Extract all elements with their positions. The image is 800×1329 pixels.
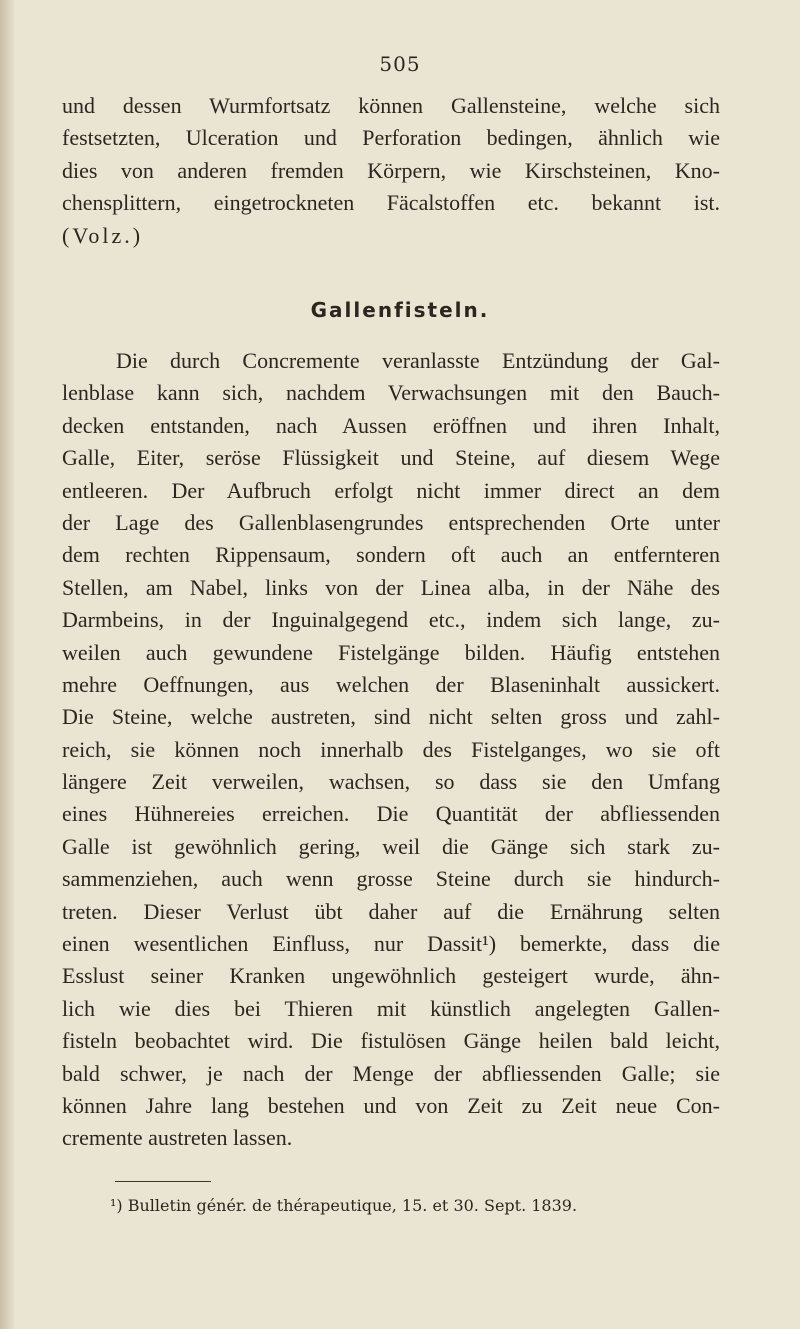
text-line: festsetzten, Ulceration und Perforation bedingen, ähnlich wie (62, 125, 720, 151)
text-line: eines Hühnereies erreichen. Die Quantität der abfliessenden (62, 801, 720, 827)
text-line: Darmbeins, in der Inguinalgegend etc., indem sich lange, zu- (62, 607, 720, 633)
text-line: Galle ist gewöhnlich gering, weil die Gänge sich stark zu- (62, 833, 720, 859)
text-line: und dessen Wurmfortsatz können Gallensteine, welche sich (62, 93, 720, 118)
text-line: können Jahre lang bestehen und von Zeit zu Zeit neue Con- (62, 1092, 720, 1118)
text-line: entleeren. Der Aufbruch erfolgt nicht immer direct an dem (62, 477, 720, 503)
text-line: lich wie dies bei Thieren mit künstlich angelegten Gallen- (62, 995, 720, 1021)
text-line: reich, sie können noch innerhalb des Fistelganges, wo sie oft (62, 736, 720, 762)
text-line: decken entstanden, nach Aussen eröffnen und ihren Inhalt, (62, 412, 720, 438)
text-line: (Volz.) (62, 222, 144, 248)
text-line: dem rechten Rippensaum, sondern oft auch an entfernteren (62, 542, 720, 568)
text-line: mehre Oeffnungen, aus welchen der Blaseninhalt aussickert. (62, 671, 720, 697)
text-line: längere Zeit verweilen, wachsen, so dass sie den Umfang (62, 769, 720, 795)
text-line: sammenziehen, auch wenn grosse Steine durch sie hindurch- (62, 866, 720, 892)
text-line: Die Steine, welche austreten, sind nicht selten gross und zahl- (62, 704, 720, 730)
text-line: einen wesentlichen Einfluss, nur Dassit¹) bemerkte, dass die (62, 931, 720, 957)
intro-paragraph (62, 90, 720, 252)
footnote: ¹) Bulletin génér. de thérapeutique, 15. et 30. Sept. 1839. (110, 1196, 578, 1215)
text-line: der Lage des Gallenblasengrundes entsprechenden Orte unter (62, 509, 720, 535)
text-line: Galle, Eiter, seröse Flüssigkeit und Steine, auf diesem Wege (62, 445, 720, 471)
text-line: cremente austreten lassen. (62, 1125, 293, 1151)
text-line: lenblase kann sich, nachdem Verwachsungen mit den Bauch- (62, 380, 720, 406)
body-paragraph (62, 345, 720, 1155)
footnote-divider (115, 1181, 211, 1182)
text-line: weilen auch gewundene Fistelgänge bilden. Häufig entstehen (62, 639, 720, 665)
text-line: Die durch Concremente veranlasste Entzündung der Gal- (116, 348, 720, 373)
text-line: bald schwer, je nach der Menge der abfliessenden Galle; sie (62, 1060, 720, 1086)
text-line: chensplittern, eingetrockneten Fäcalstoffen etc. bekannt ist. (62, 190, 720, 216)
text-line: Esslust seiner Kranken ungewöhnlich gesteigert wurde, ähn- (62, 963, 720, 989)
text-line: treten. Dieser Verlust übt daher auf die Ernährung selten (62, 898, 720, 924)
text-line: fisteln beobachtet wird. Die fistulösen Gänge heilen bald leicht, (62, 1028, 720, 1054)
text-line: Stellen, am Nabel, links von der Linea alba, in der Nähe des (62, 574, 720, 600)
page-number: 505 (379, 52, 421, 76)
section-heading: Gallenfisteln. (310, 298, 490, 322)
page-edge (0, 0, 14, 1329)
text-line: dies von anderen fremden Körpern, wie Kirschsteinen, Kno- (62, 157, 720, 183)
